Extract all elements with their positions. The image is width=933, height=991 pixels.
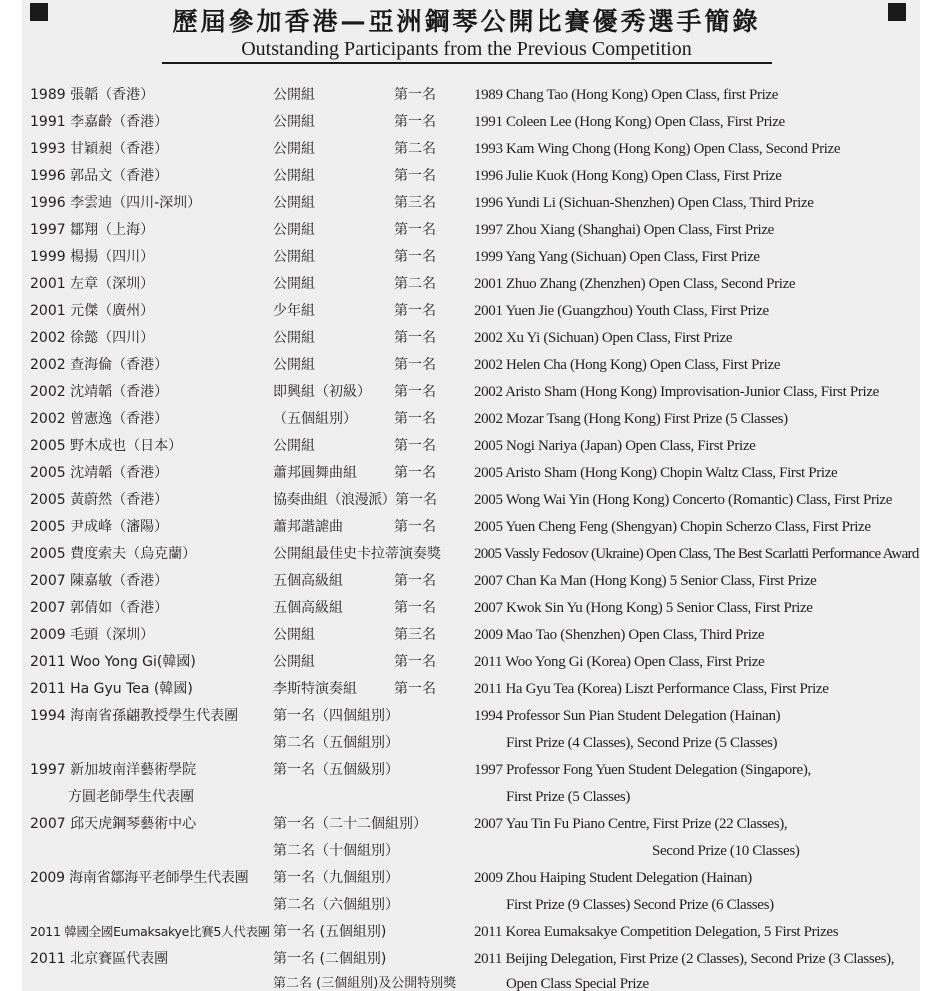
row-participant: 2005 野木成也（日本） xyxy=(30,438,183,454)
title-underline xyxy=(162,62,772,64)
row-class: 第一名 (二個組別) xyxy=(273,951,387,967)
row-english: 2011 Woo Yong Gi (Korea) Open Class, First Prize xyxy=(474,654,765,670)
row-participant: 2001 左章（深圳） xyxy=(30,276,155,292)
row-english: 2007 Kwok Sin Yu (Hong Kong) 5 Senior Class, First Prize xyxy=(474,600,813,616)
row-english: 2002 Aristo Sham (Hong Kong) Improvisation-Junior Class, First Prize xyxy=(474,384,879,400)
row-english: 2002 Xu Yi (Sichuan) Open Class, First Prize xyxy=(474,330,733,346)
row-class: 第一名（五個級別） xyxy=(273,762,399,778)
table-row xyxy=(0,516,933,543)
row-prize: 第一名 xyxy=(394,384,436,400)
row-english: 1996 Julie Kuok (Hong Kong) Open Class, First Prize xyxy=(474,168,782,184)
row-english: 2005 Nogi Nariya (Japan) Open Class, First Prize xyxy=(474,438,756,454)
row-english: 2009 Zhou Haiping Student Delegation (Hainan) xyxy=(474,870,752,886)
table-row xyxy=(0,165,933,192)
row-prize: 第一名 xyxy=(394,330,436,346)
row-prize: 第一名 xyxy=(394,519,436,535)
table-row xyxy=(0,111,933,138)
title-english: Outstanding Participants from the Previous Competition xyxy=(241,38,692,60)
row-participant: 1993 甘穎昶（香港） xyxy=(30,141,169,157)
row-english: First Prize (4 Classes), Second Prize (5 Classes) xyxy=(506,735,778,751)
row-class: 公開組 xyxy=(273,222,315,238)
table-row xyxy=(0,381,933,408)
row-prize: 第一名 xyxy=(394,357,436,373)
table-row xyxy=(0,705,933,732)
row-prize: 第一名 xyxy=(394,438,436,454)
row-english: 1993 Kam Wing Chong (Hong Kong) Open Class, Second Prize xyxy=(474,141,841,157)
row-class: 第一名（四個組別） xyxy=(273,708,399,724)
row-prize: 第一名 xyxy=(394,114,436,130)
table-row xyxy=(0,813,933,840)
row-participant: 1991 李嘉齡（香港） xyxy=(30,114,169,130)
row-participant: 方圓老師學生代表團 xyxy=(68,789,194,805)
table-row xyxy=(0,786,933,813)
row-participant: 2007 陳嘉敏（香港） xyxy=(30,573,169,589)
row-class: 第二名 (三個組別)及公開特別獎 xyxy=(273,976,457,991)
row-participant: 1996 郭品文（香港） xyxy=(30,168,169,184)
row-class: 公開組 xyxy=(273,114,315,130)
table-row xyxy=(0,327,933,354)
row-prize: 第二名 xyxy=(394,276,436,292)
row-class: 五個高級組 xyxy=(273,600,343,616)
row-participant: 1994 海南省孫翩教授學生代表團 xyxy=(30,708,239,724)
row-participant: 1999 楊揚（四川） xyxy=(30,249,155,265)
row-english: Second Prize (10 Classes) xyxy=(652,843,800,859)
row-class: 公開組 xyxy=(273,357,315,373)
row-prize: 第一名 xyxy=(394,168,436,184)
table-row xyxy=(0,624,933,651)
row-participant: 2009 海南省鄒海平老師學生代表團 xyxy=(30,870,249,886)
row-class: 公開組 xyxy=(273,438,315,454)
row-english: 1996 Yundi Li (Sichuan-Shenzhen) Open Class, Third Prize xyxy=(474,195,814,211)
table-row xyxy=(0,408,933,435)
row-participant: 2005 沈靖韜（香港） xyxy=(30,465,169,481)
row-english: 1994 Professor Sun Pian Student Delegation (Hainan) xyxy=(474,708,781,724)
row-class: 公開組 xyxy=(273,168,315,184)
row-english: 2009 Mao Tao (Shenzhen) Open Class, Third Prize xyxy=(474,627,765,643)
row-english: 2002 Helen Cha (Hong Kong) Open Class, First Prize xyxy=(474,357,781,373)
row-participant: 1997 新加坡南洋藝術學院 xyxy=(30,762,197,778)
row-prize: 第一名 xyxy=(394,303,436,319)
title-chinese: 歷屆參加香港—亞洲鋼琴公開比賽優秀選手簡錄 xyxy=(172,7,761,36)
table-row xyxy=(0,138,933,165)
table-row xyxy=(0,219,933,246)
row-prize: 第一名 xyxy=(394,573,436,589)
row-participant: 1996 李雲迪（四川-深圳） xyxy=(30,195,202,211)
row-english: 1991 Coleen Lee (Hong Kong) Open Class, First Prize xyxy=(474,114,785,130)
row-english: First Prize (5 Classes) xyxy=(506,789,631,805)
row-participant: 2005 黃蔚然（香港） xyxy=(30,492,169,508)
row-english: 1997 Professor Fong Yuen Student Delegation (Singapore), xyxy=(474,762,811,778)
row-english: 2011 Korea Eumaksakye Competition Delegation, 5 First Prizes xyxy=(474,924,839,940)
row-english: 2011 Beijing Delegation, First Prize (2 Classes), Second Prize (3 Classes), xyxy=(474,951,895,967)
row-class: 公開組 xyxy=(273,654,315,670)
row-class: 即興組（初級） xyxy=(273,384,371,400)
row-prize: 第一名 xyxy=(394,87,436,103)
row-class: 第二名（五個組別） xyxy=(273,735,399,751)
row-class: 第一名 (五個組別) xyxy=(273,924,387,940)
row-class: 公開組 xyxy=(273,249,315,265)
row-class: 協奏曲組（浪漫派） xyxy=(273,492,396,508)
row-participant: 2011 韓國全國Eumaksakye比賽5人代表團 xyxy=(30,924,270,939)
table-row xyxy=(0,462,933,489)
table-row xyxy=(0,651,933,678)
row-participant: 1989 張韜（香港） xyxy=(30,87,155,103)
row-english: 2011 Ha Gyu Tea (Korea) Liszt Performance Class, First Prize xyxy=(474,681,829,697)
row-class: 公開組 xyxy=(273,276,315,292)
table-row xyxy=(0,597,933,624)
row-prize: 第一名 xyxy=(394,222,436,238)
row-english: 1999 Yang Yang (Sichuan) Open Class, First Prize xyxy=(474,249,760,265)
row-prize: 第三名 xyxy=(394,195,436,211)
row-english: 2002 Mozar Tsang (Hong Kong) First Prize (5 Classes) xyxy=(474,411,788,427)
row-class: （五個組別） xyxy=(273,411,357,427)
table-row xyxy=(0,570,933,597)
table-row xyxy=(0,948,933,975)
table-row xyxy=(0,840,933,867)
row-class: 五個高級組 xyxy=(273,573,343,589)
row-participant: 2009 毛頭（深圳） xyxy=(30,627,155,643)
row-participant: 2005 費度索夫（烏克蘭） xyxy=(30,546,197,562)
row-participant: 2007 邱天虎鋼琴藝術中心 xyxy=(30,816,197,832)
row-participant: 2002 曾憲逸（香港） xyxy=(30,411,169,427)
row-class: 公開組 xyxy=(273,330,315,346)
row-english: 2005 Wong Wai Yin (Hong Kong) Concerto (Romantic) Class, First Prize xyxy=(474,492,893,508)
row-class: 蕭邦圓舞曲組 xyxy=(273,465,357,481)
row-prize: 第一名 xyxy=(394,249,436,265)
row-prize: 第一名 xyxy=(394,654,436,670)
row-english: First Prize (9 Classes) Second Prize (6 Classes) xyxy=(506,897,774,913)
table-row xyxy=(0,192,933,219)
row-participant: 2011 Ha Gyu Tea (韓國) xyxy=(30,681,193,697)
row-english: 2005 Yuen Cheng Feng (Shengyan) Chopin Scherzo Class, First Prize xyxy=(474,519,871,535)
row-class: 公開組 xyxy=(273,195,315,211)
table-row xyxy=(0,867,933,894)
row-class: 公開組 xyxy=(273,627,315,643)
row-class: 第二名（六個組別） xyxy=(273,897,399,913)
table-row xyxy=(0,759,933,786)
row-english: 2005 Aristo Sham (Hong Kong) Chopin Waltz Class, First Prize xyxy=(474,465,838,481)
row-class: 公開組 xyxy=(273,141,315,157)
row-participant: 2002 沈靖韜（香港） xyxy=(30,384,169,400)
row-english: 2007 Yau Tin Fu Piano Centre, First Prize (22 Classes), xyxy=(474,816,788,832)
row-english: 2001 Yuen Jie (Guangzhou) Youth Class, First Prize xyxy=(474,303,769,319)
row-participant: 2002 查海倫（香港） xyxy=(30,357,169,373)
table-row xyxy=(0,732,933,759)
row-prize: 第一名 xyxy=(394,600,436,616)
row-english: 2007 Chan Ka Man (Hong Kong) 5 Senior Class, First Prize xyxy=(474,573,817,589)
row-participant: 2007 郭倩如（香港） xyxy=(30,600,169,616)
row-prize: 第一名 xyxy=(394,465,436,481)
row-prize: 第三名 xyxy=(394,627,436,643)
table-row xyxy=(0,246,933,273)
row-english: 1997 Zhou Xiang (Shanghai) Open Class, First Prize xyxy=(474,222,774,238)
row-class: 第一名（二十二個組別） xyxy=(273,816,427,832)
row-class: 公開組最佳史卡拉蒂演奏獎 xyxy=(273,546,441,562)
table-row xyxy=(0,894,933,921)
row-prize: 第一名 xyxy=(394,681,436,697)
table-row xyxy=(0,435,933,462)
table-row xyxy=(0,84,933,111)
table-row xyxy=(0,489,933,516)
row-english: 2005 Vassly Fedosov (Ukraine) Open Class, The Best Scarlatti Performance Award xyxy=(474,546,919,562)
cut-off-row xyxy=(0,976,933,991)
table-row xyxy=(0,678,933,705)
table-row xyxy=(0,543,933,570)
row-english: Open Class Special Prize xyxy=(506,976,649,991)
table-row xyxy=(0,300,933,327)
row-class: 公開組 xyxy=(273,87,315,103)
row-class: 第一名（九個組別） xyxy=(273,870,399,886)
row-participant: 2011 Woo Yong Gi(韓國) xyxy=(30,654,196,670)
row-class: 少年組 xyxy=(273,303,315,319)
row-prize: 第二名 xyxy=(394,141,436,157)
table-row xyxy=(0,921,933,948)
row-class: 李斯特演奏組 xyxy=(273,681,357,697)
row-english: 2001 Zhuo Zhang (Zhenzhen) Open Class, Second Prize xyxy=(474,276,796,292)
row-class: 第二名（十個組別） xyxy=(273,843,399,859)
row-prize: 第一名 xyxy=(395,492,437,508)
table-row xyxy=(0,273,933,300)
row-class: 蕭邦諧謔曲 xyxy=(273,519,343,535)
row-participant: 1997 鄒翔（上海） xyxy=(30,222,155,238)
row-prize: 第一名 xyxy=(394,411,436,427)
row-participant: 2011 北京賽區代表團 xyxy=(30,951,169,967)
row-participant: 2001 元傑（廣州） xyxy=(30,303,155,319)
row-english: 1989 Chang Tao (Hong Kong) Open Class, first Prize xyxy=(474,87,779,103)
table-row xyxy=(0,354,933,381)
row-participant: 2002 徐懿（四川） xyxy=(30,330,155,346)
row-participant: 2005 尹成峰（瀋陽） xyxy=(30,519,169,535)
